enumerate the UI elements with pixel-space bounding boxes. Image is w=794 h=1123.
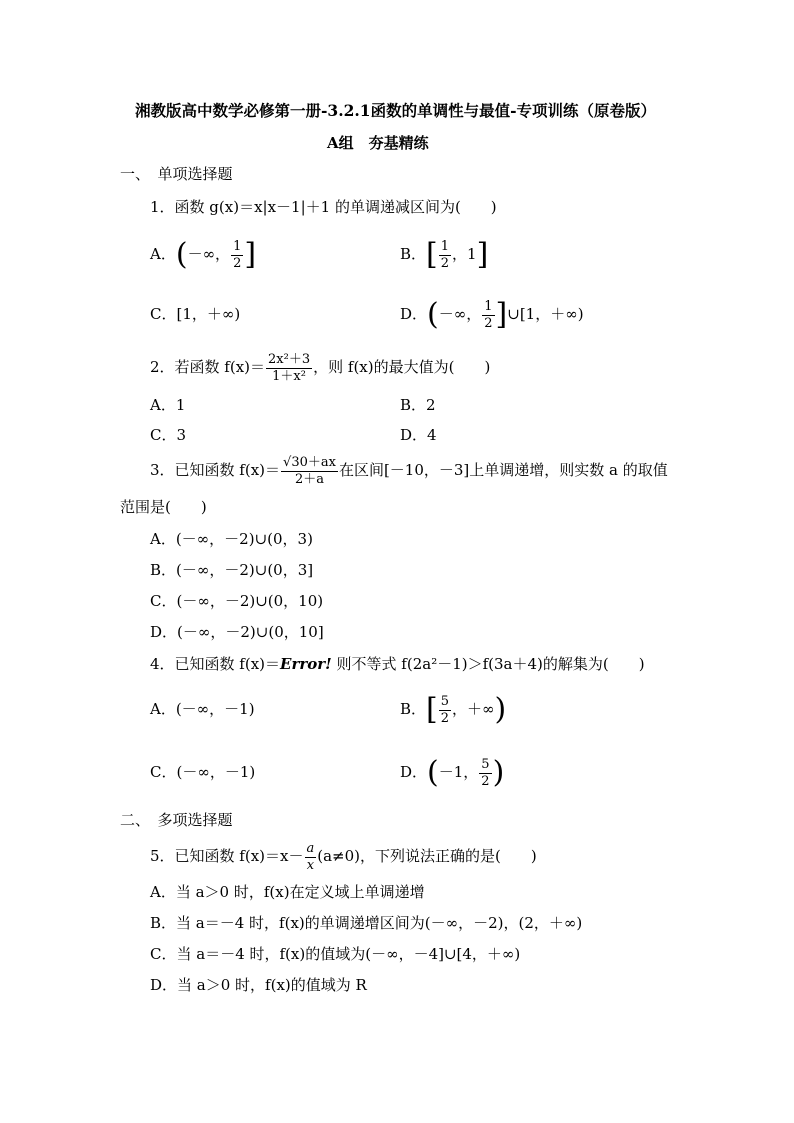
- q1-option-c: C．[1，＋∞): [150, 305, 241, 323]
- q2-option-b: B．2: [400, 396, 436, 414]
- fraction-denominator: 2: [484, 315, 493, 331]
- q2-suffix: ，则 f(x)的最大值为( ): [313, 358, 491, 376]
- fraction-denominator: 2: [440, 710, 450, 726]
- q4-prefix: 4．已知函数 f(x)＝: [150, 655, 281, 673]
- fraction-numerator: 5: [440, 693, 450, 709]
- interval-left: －1，: [438, 763, 479, 781]
- fraction-denominator: 2: [233, 255, 242, 271]
- q3-option-b: B．(－∞，－2)∪(0，3]: [150, 561, 314, 579]
- right-bracket: ]: [495, 297, 508, 332]
- left-bracket: [: [426, 692, 438, 727]
- q5-suffix: (a≠0)，下列说法正确的是( ): [317, 847, 537, 865]
- fraction-denominator: 2: [440, 255, 450, 271]
- section-heading-multiple-choice: 二、 多项选择题: [120, 811, 233, 829]
- fraction-numerator: 5: [481, 756, 490, 772]
- fraction-denominator: 2＋a: [294, 471, 324, 487]
- fraction: [479, 757, 491, 790]
- q5-option-d: D．当 a＞0 时，f(x)的值域为 R: [150, 976, 367, 994]
- question-1-stem: 1．函数 g(x)＝x|x－1|＋1 的单调递减区间为( ): [150, 198, 497, 216]
- fraction: [439, 239, 451, 272]
- q3-option-a: A．(－∞，－2)∪(0，3): [150, 530, 313, 548]
- fraction: [305, 841, 317, 874]
- q5-option-c: C．当 a＝－4 时，f(x)的值域为(－∞，－4]∪[4，＋∞): [150, 945, 521, 963]
- q2-option-a: A．1: [150, 396, 186, 414]
- fraction: [281, 455, 338, 488]
- right-paren: ): [494, 692, 507, 727]
- q5-option-b: B．当 a＝－4 时，f(x)的单调递增区间为(－∞，－2)，(2，＋∞): [150, 914, 583, 932]
- option-b-label: B．: [400, 245, 427, 263]
- q3-option-d: D．(－∞，－2)∪(0，10]: [150, 623, 324, 641]
- q2-option-c: C．3: [150, 426, 187, 444]
- fraction: [231, 239, 243, 272]
- q5-prefix: 5．已知函数 f(x)＝x－: [150, 847, 304, 865]
- q2-option-d: D．4: [400, 426, 437, 444]
- interval-union: ∪[1，＋∞): [507, 305, 584, 323]
- interval-left: －∞，: [187, 245, 231, 263]
- q1-option-b: [400, 238, 488, 272]
- fraction-numerator: 2x²＋3: [268, 351, 311, 367]
- q5-option-a: A．当 a＞0 时，f(x)在定义域上单调递增: [150, 883, 425, 901]
- left-bracket: [: [426, 237, 438, 272]
- question-4-stem: [150, 654, 645, 674]
- question-3-continuation: 范围是( ): [120, 498, 207, 516]
- q1-option-d: [400, 298, 584, 332]
- fraction-numerator: 1: [440, 238, 450, 254]
- error-text: Error!: [280, 655, 332, 673]
- fraction-denominator: 2: [481, 773, 490, 789]
- document-title: 湘教版高中数学必修第一册-3.2.1函数的单调性与最值-专项训练（原卷版）: [135, 101, 657, 120]
- interval-right: ，＋∞: [452, 700, 495, 718]
- option-d-label: D．: [400, 305, 428, 323]
- question-3-stem: [150, 452, 668, 488]
- option-d-label: D．: [400, 763, 428, 781]
- fraction-numerator: √30＋ax: [283, 454, 336, 470]
- section-heading-single-choice: 一、 单项选择题: [120, 165, 233, 183]
- q4-option-a: A．(－∞，－1): [150, 700, 255, 718]
- q4-option-c: C．(－∞，－1): [150, 763, 256, 781]
- q4-option-d: [400, 756, 504, 790]
- group-subtitle: A组 夯基精练: [327, 134, 429, 152]
- option-b-label: B．: [400, 700, 427, 718]
- right-bracket: ]: [476, 237, 489, 272]
- interval-right: ，1: [452, 245, 477, 263]
- fraction-numerator: 1: [484, 298, 493, 314]
- q4-option-b: [400, 693, 506, 727]
- interval-left: －∞，: [438, 305, 482, 323]
- fraction-numerator: a: [306, 840, 315, 856]
- question-2-stem: [150, 350, 490, 385]
- question-5-stem: [150, 838, 537, 874]
- q3-suffix: 在区间[－10，－3]上单调递增，则实数 a 的取值: [338, 461, 668, 479]
- q1-option-a: [150, 238, 256, 272]
- option-a-label: A．: [150, 245, 176, 263]
- fraction-denominator: 1＋x²: [272, 368, 306, 384]
- q4-suffix: 则不等式 f(2a²－1)＞f(3a＋4)的解集为( ): [331, 655, 645, 673]
- q3-option-c: C．(－∞，－2)∪(0，10): [150, 592, 324, 610]
- left-paren: (: [175, 237, 188, 272]
- right-bracket: ]: [244, 237, 257, 272]
- left-paren: (: [427, 755, 439, 790]
- left-paren: (: [427, 297, 439, 332]
- fraction: [439, 694, 451, 727]
- q2-prefix: 2．若函数 f(x)＝: [150, 358, 266, 376]
- q3-prefix: 3．已知函数 f(x)＝: [150, 461, 281, 479]
- fraction: [482, 299, 494, 332]
- right-paren: ): [492, 755, 505, 790]
- fraction-numerator: 1: [233, 238, 242, 254]
- fraction-denominator: x: [306, 857, 315, 873]
- fraction: [266, 352, 312, 385]
